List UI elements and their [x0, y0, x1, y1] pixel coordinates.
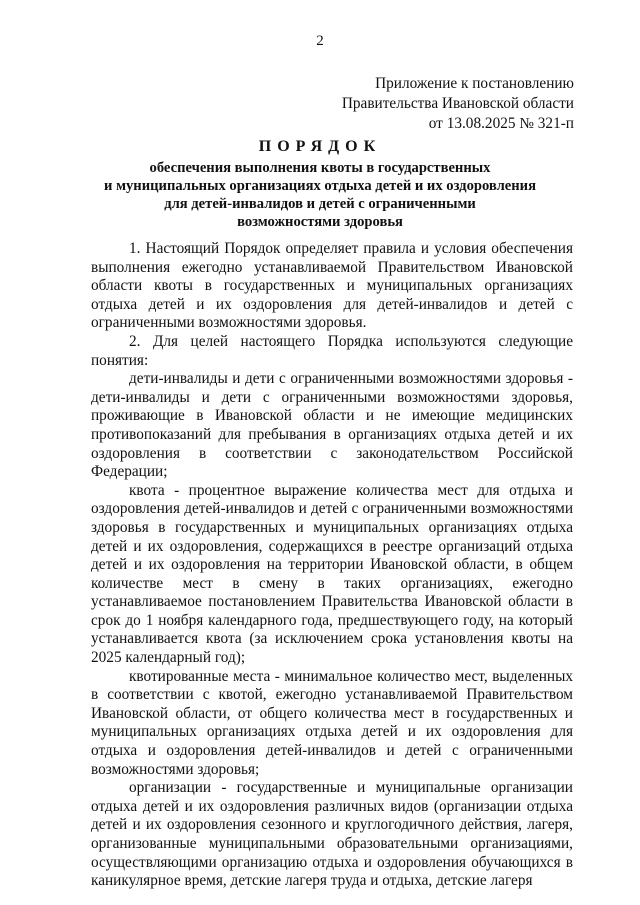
paragraph: квота - процентное выражение количества мест для отдыха и оздоровления детей-инвалидов и детей с ограниченными возможностями здоровья в государственных и муниципальных организациях отдыха детей и их оздоровления, содержащихся в реестре организаций отдыха детей и их оздоровления на территории Ивановской области, в общем количестве мест в смену в таких организациях, ежегодно устанавливаемое постановлением Правительства Ивановской области в срок до 1 ноября календарного года, предшествующего году, на который устанавливается квота (за исключением срока установления квоты на 2025 календарный год); [91, 481, 573, 667]
appendix-header [274, 74, 574, 134]
paragraph: 2. Для целей настоящего Порядка используются следующие понятия: [91, 332, 573, 369]
appendix-line: от 13.08.2025 № 321-п [428, 115, 574, 132]
subtitle-line: обеспечения выполнения квоты в государственных [149, 160, 491, 176]
paragraph: дети-инвалиды и дети с ограниченными возможностями здоровья - дети-инвалиды и дети с ограниченными возможностями здоровья, проживающие в Ивановской области и не имеющие медицинских противопоказаний для пребывания в организациях отдыха детей и их оздоровления в соответствии с законодательством Российской Федерации; [91, 370, 573, 481]
paragraph: организации - государственные и муниципальные организации отдыха детей и их оздоровления различных видов (организации отдыха детей и их оздоровления сезонного и круглогодичного действия, лагеря, организованные муниципальными образовательными организациями, осуществляющими организацию отдыха и оздоровления обучающихся в каникулярное время, детские лагеря труда и отдыха, детские лагеря [91, 779, 573, 890]
subtitle-line: и муниципальных организациях отдыха детей и их оздоровления [104, 178, 536, 194]
paragraph: 1. Настоящий Порядок определяет правила и условия обеспечения выполнения ежегодно устанавливаемой Правительством Ивановской области квоты в государственных и муниципальных организациях отдыха детей и их оздоровления для детей-инвалидов и детей с ограниченными возможностями здоровья. [91, 240, 573, 332]
document-subtitle [60, 159, 580, 231]
paragraph: квотированные места - минимальное количество мест, выделенных в соответствии с квотой, ежегодно устанавливаемой Правительством Ивановской области, от общего количества мест в государственных и муниципальных организациях отдыха детей и их оздоровления для отдыха и оздоровления детей-инвалидов и детей с ограниченными возможностями здоровья; [91, 667, 573, 778]
subtitle-line: возможностями здоровья [237, 214, 403, 230]
document-body [91, 240, 573, 891]
page-number: 2 [316, 33, 324, 49]
title-block [60, 137, 580, 231]
document-title: ПОРЯДОК [258, 138, 382, 155]
appendix-line: Правительства Ивановской области [341, 95, 574, 112]
subtitle-line: для детей-инвалидов и детей с ограниченными [164, 196, 476, 212]
appendix-line: Приложение к постановлению [375, 75, 574, 92]
